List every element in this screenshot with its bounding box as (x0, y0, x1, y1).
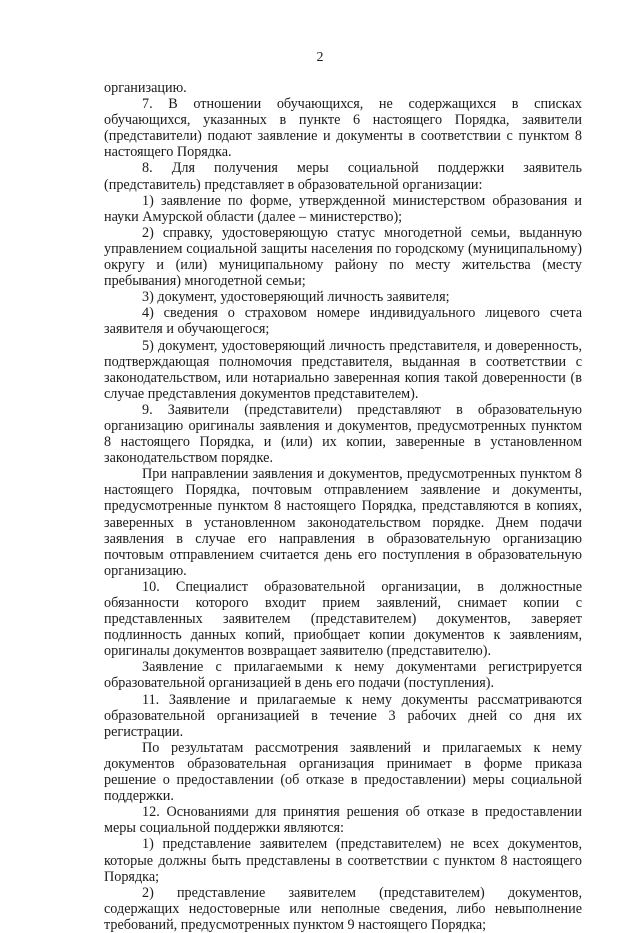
paragraph: 1) представление заявителем (представителем) не всех документов, которые должны быть представлены в соответствии с пунктом 8 настоящего Порядка; (104, 836, 582, 885)
paragraph: 3) документ, удостоверяющий личность заявителя; (142, 289, 450, 306)
paragraph: 7. В отношении обучающихся, не содержащихся в списках обучающихся, указанных в пункте 6 настоящего Порядка, заявители (представители) подают заявление и документы в соответствии с пунктом 8 настоящего Порядка. (104, 96, 582, 161)
paragraph: 10. Специалист образовательной организации, в должностные обязанности которого входит прием заявлений, снимает копии с представленных заявителем (представителем) документов, заверяет подлинность данных копий, приобщает копии документов к заявлениям, оригиналы документов возвращает заявителю (представителю). (104, 578, 582, 660)
paragraph: 2) справку, удостоверяющую статус многодетной семьи, выданную управлением социальной защиты населения по городскому (муниципальному) округу и (или) муниципальному району по месту жительства (месту пребывания) многодетной семьи; (104, 224, 582, 290)
paragraph: 2) представление заявителем (представителем) документов, содержащих недостоверные или неполные сведения, либо невыполнение требований, предусмотренных пунктом 9 настоящего Порядка; (104, 884, 582, 933)
paragraph: 5) документ, удостоверяющий личность представителя, и доверенность, подтверждающая полномочия представителя, выданная в соответствии с законодательством, или нотариально заверенная копия такой доверенности (в случае представления документов представителем). (104, 337, 582, 402)
paragraph: 9. Заявители (представители) представляют в образовательную организацию оригиналы заявления и документов, предусмотренных пунктом 8 настоящего Порядка, и (или) их копии, заверенные в установленном законодательством порядке. (104, 401, 582, 467)
paragraph: При направлении заявления и документов, предусмотренных пунктом 8 настоящего Порядка, почтовым отправлением заявление и документы, предусмотренные пунктом 8 настоящего Порядка, представляются в копиях, заверенных в установленном законодательством порядке. Днем подачи заявления в случае его направления в образовательную организацию почтовым отправлением считается день его поступления в образовательную организацию. (104, 466, 582, 579)
paragraph: 8. Для получения меры социальной поддержки заявитель (представитель) представляет в образовательной организации: (104, 160, 582, 193)
paragraph: 4) сведения о страховом номере индивидуального лицевого счета заявителя и обучающегося; (104, 305, 582, 338)
paragraph: Заявление с прилагаемыми к нему документами регистрируется образовательной организацией в день его подачи (поступления). (104, 659, 582, 692)
paragraph: 11. Заявление и прилагаемые к нему документы рассматриваются образовательной организацией в течение 3 рабочих дней со дня их регистрации. (104, 691, 582, 740)
paragraph: организацию. (104, 80, 187, 96)
paragraph: По результатам рассмотрения заявлений и прилагаемых к нему документов образовательная организация принимает в форме приказа решение о предоставлении (об отказе в предоставлении) меры социальной поддержки. (104, 739, 582, 805)
paragraph: 12. Основаниями для принятия решения об отказе в предоставлении меры социальной поддержки являются: (104, 804, 582, 837)
document-body (104, 80, 582, 933)
page-number: 2 (316, 50, 324, 65)
paragraph: 1) заявление по форме, утвержденной министерством образования и науки Амурской области (далее – министерство); (104, 192, 582, 225)
